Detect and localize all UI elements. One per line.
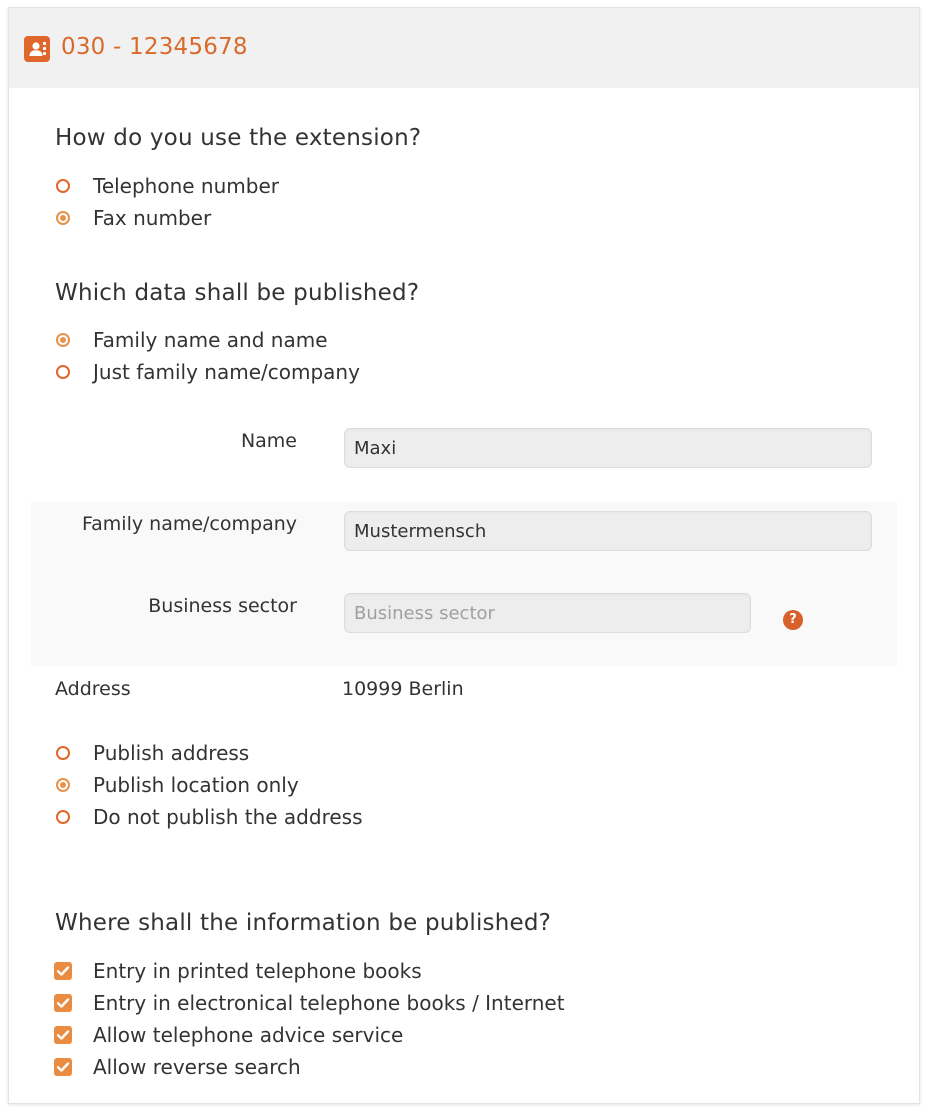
radio-just-family-name[interactable] <box>53 360 360 384</box>
name-label: Name <box>240 430 297 452</box>
radio-label: Just family name/company <box>93 360 360 384</box>
checkbox-label: Allow telephone advice service <box>93 1023 404 1047</box>
card-header <box>9 8 919 88</box>
checkbox-reverse-search[interactable] <box>53 1055 301 1079</box>
published-data-section-title: Which data shall be published? <box>55 280 420 306</box>
radio-label: Family name and name <box>93 328 328 352</box>
radio-family-name-and-name[interactable] <box>53 328 328 352</box>
contact-book-icon <box>24 36 50 62</box>
checkbox-label: Entry in printed telephone books <box>93 959 422 983</box>
checkbox-electronic-books[interactable] <box>53 991 565 1015</box>
checkbox-advice-service[interactable] <box>53 1023 403 1047</box>
radio-checked-icon[interactable] <box>56 211 70 225</box>
business-sector-input[interactable] <box>344 593 751 633</box>
checkbox-checked-icon[interactable] <box>54 962 72 980</box>
checkbox-label: Entry in electronical telephone books / Internet <box>93 991 565 1015</box>
radio-publish-address[interactable] <box>53 741 249 765</box>
radio-unchecked-icon[interactable] <box>56 179 70 193</box>
radio-publish-location-only[interactable] <box>53 773 299 797</box>
family-name-input[interactable] <box>344 511 872 551</box>
radio-label: Telephone number <box>93 174 279 198</box>
radio-unchecked-icon[interactable] <box>56 365 70 379</box>
checkbox-label: Allow reverse search <box>93 1055 301 1079</box>
usage-section-title: How do you use the extension? <box>55 125 422 151</box>
radio-checked-icon[interactable] <box>56 778 70 792</box>
address-value: 10999 Berlin <box>342 678 464 700</box>
checkbox-checked-icon[interactable] <box>54 1026 72 1044</box>
radio-unchecked-icon[interactable] <box>56 810 70 824</box>
radio-fax-number[interactable] <box>53 206 211 230</box>
address-label: Address <box>55 678 131 700</box>
radio-label: Do not publish the address <box>93 805 363 829</box>
checkbox-checked-icon[interactable] <box>54 994 72 1012</box>
business-sector-label: Business sector <box>148 595 297 617</box>
radio-do-not-publish-address[interactable] <box>53 805 363 829</box>
question-icon[interactable]: ? <box>783 610 803 630</box>
radio-label: Fax number <box>93 206 212 230</box>
family-name-label: Family name/company <box>81 513 297 535</box>
radio-telephone-number[interactable] <box>53 174 279 198</box>
name-input[interactable] <box>344 428 872 468</box>
checkbox-printed-books[interactable] <box>53 959 422 983</box>
checkbox-checked-icon[interactable] <box>54 1058 72 1076</box>
extension-card <box>8 7 920 1104</box>
where-section-title: Where shall the information be published? <box>55 910 552 936</box>
radio-unchecked-icon[interactable] <box>56 746 70 760</box>
radio-label: Publish location only <box>93 773 299 797</box>
page-title: 030 - 12345678 <box>61 34 248 60</box>
radio-label: Publish address <box>93 741 250 765</box>
radio-checked-icon[interactable] <box>56 333 70 347</box>
